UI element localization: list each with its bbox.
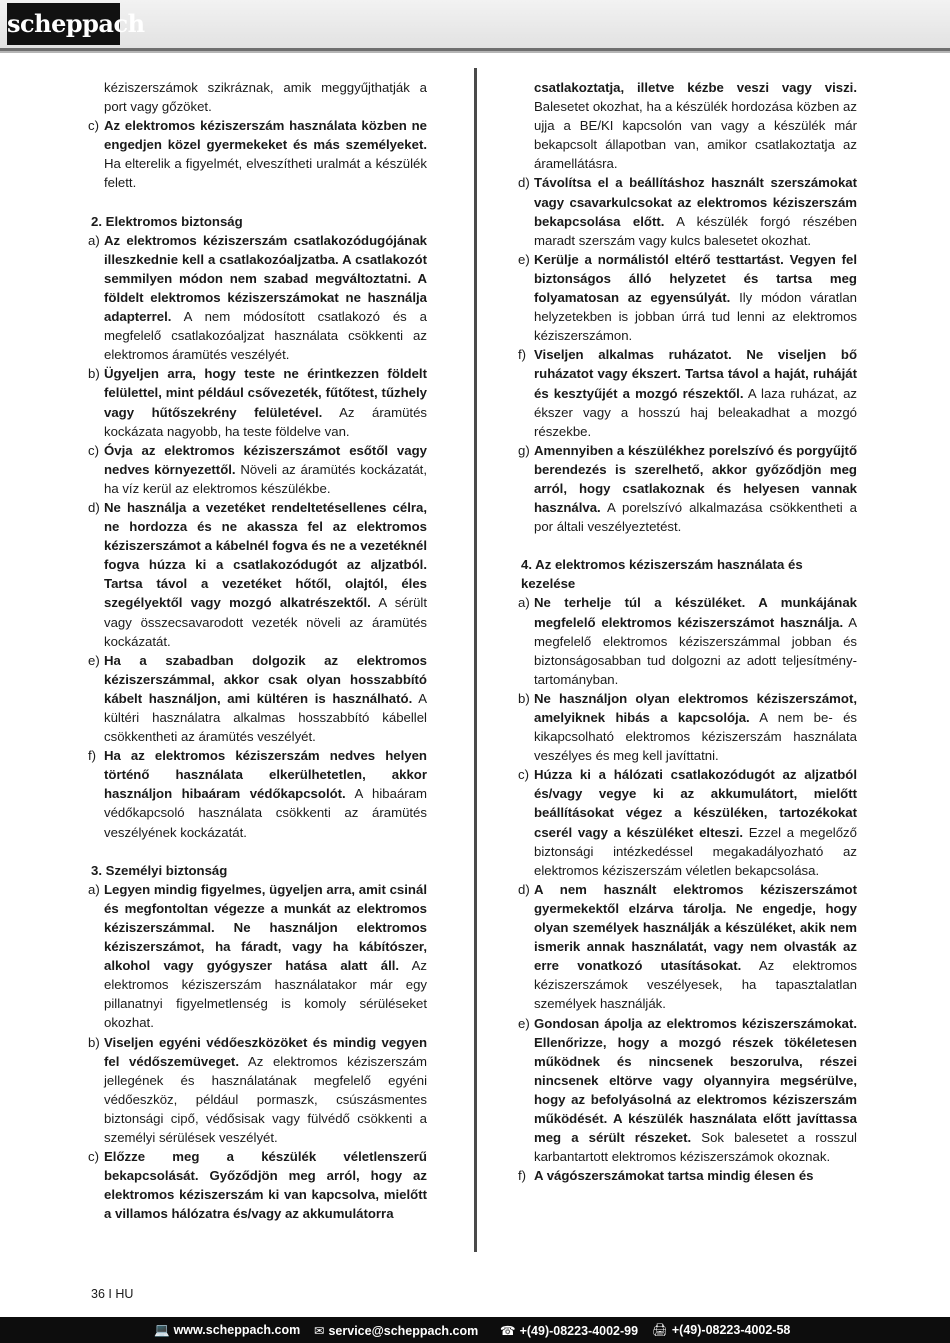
section-heading: 2. Elektromos biztonság: [91, 213, 243, 229]
section-heading: 4. Az elektromos kéziszerszám használata és kezelése: [521, 557, 803, 592]
item-instruction: Legyen mindig figyelmes, ügyeljen arra, amit csinál és megfontoltan végezze a munkát az elektromos kéziszerszámmal. Ne használjon elektromos kéziszerszámot, ha fáradt, vagy ha kábítószer, alkohol vagy gyógyszer hatása alatt áll.: [104, 881, 427, 974]
item-instruction: Előzze meg a készülék véletlenszerű bekapcsolását. Győződjön meg arról, hogy az elektromos kéziszerszám ki van kapcsolva, mielőtt a villamos hálózatra és/vagy az akkumulátorra: [104, 1149, 427, 1222]
item-explanation: Az elektromos kéziszerszámok veszélyesek, ha tapasztalatlan személyek használják.: [534, 958, 858, 1012]
item-explanation: Növeli az áramütés kockázatát, ha víz kerül az elektromos készülékbe.: [104, 461, 428, 496]
item-explanation: A hibaáram védőkapcsoló használata csökkenti az áramütés veszélyének kockázatát.: [104, 786, 427, 840]
scheppach-logo: scheppach: [7, 3, 120, 45]
item-instruction: csatlakoztatja, illetve kézbe veszi vagy viszi.: [534, 80, 857, 95]
footer-phone: [500, 1323, 638, 1338]
phone-number: +(49)-08223-4002-99: [519, 1324, 639, 1338]
item-instruction: A vágószerszámokat tartsa mindig élesen és: [534, 1168, 814, 1184]
list-item: [518, 1014, 857, 1167]
list-item: [88, 746, 427, 841]
list-item: [518, 689, 857, 765]
item-label: b): [88, 366, 100, 382]
item-explanation: Balesetet okozhat, ha a készülék hordozása közben az ujja a BE/KI kapcsolón van vagy a készülék már bekapcsolt állapotban van, amikor csatlakoztatja az áramellátásra.: [534, 99, 857, 172]
item-explanation: A készülék forgó részében maradt szerszám vagy kulcs balesetet okozhat.: [534, 213, 857, 248]
item-label: e): [518, 1015, 530, 1031]
item-instruction: Kerülje a normálistól eltérő testtartást. Vegyen fel biztonságos álló helyzetet és tartsa meg folyamatosan az egyensúlyát.: [534, 251, 857, 306]
phone-icon: ☎: [500, 1324, 516, 1338]
footer-email[interactable]: [314, 1323, 478, 1338]
item-instruction: Viseljen alkalmas ruházatot. Ne viseljen bő ruházatot vagy ékszert. Tartsa távol a haját, ruháját és kesztyűjét a mozgó részektől.: [534, 347, 857, 401]
list-item: [88, 498, 427, 651]
page-footer: [0, 1317, 950, 1343]
page-header: [0, 0, 950, 48]
item-instruction: Húzza ki a hálózati csatlakozódugót az aljzatból és/vagy vegye ki az akkumulátort, mielőtt beállításokat végez a készüléken, tartozékokat cserél vagy a készüléket elteszi.: [534, 767, 857, 840]
item-explanation: Az áramütés kockázata nagyobb, ha teste földelve van.: [104, 404, 427, 439]
item-explanation: A sérült vagy összecsavarodott vezeték növeli az áramütés kockázatát.: [104, 595, 427, 649]
item-instruction: A nem használt elektromos kéziszerszámot gyermekektől elzárva tárolja. Ne engedje, hogy olyan személyek használják a készüléket, akik nem ismerik annak használatát, vagy nem olvasták az erre vonatkozó utasításokat.: [534, 881, 857, 974]
list-item: [518, 173, 857, 249]
item-instruction: Amennyiben a készülékhez porelszívó és porgyűjtő berendezés is szerelhető, akkor győződjön meg arról, hogy csatlakoznak és helyesen vannak használva.: [534, 442, 857, 516]
item-explanation: Sok balesetet a rosszul karbantartott elektromos kéziszerszámok okoznak.: [534, 1130, 857, 1165]
list-item: [518, 880, 858, 1014]
header-rule-shadow: [0, 51, 950, 53]
item-explanation: A megfelelő elektromos kéziszerszámmal jobban és biztonságosabban tud dolgozni az adott teljesítmény-tartományban.: [534, 614, 857, 687]
list-item: [88, 116, 427, 192]
footer-fax: [652, 1323, 790, 1338]
item-explanation: A porelszívó alkalmazása csökkentheti a por általi veszélyeztetést.: [534, 500, 857, 535]
item-label: b): [518, 690, 530, 706]
item-explanation: Ily módon váratlan helyzetekben is jobban úrrá tud lenni az elektromos kéziszerszámon.: [534, 290, 857, 344]
list-item: [88, 880, 427, 1033]
continued-paragraph: [521, 78, 857, 173]
item-explanation: Ezzel a megelőző biztonsági intézkedéssel megakadályozható az elektromos kéziszerszám véletlen bekapcsolása.: [534, 824, 857, 878]
item-explanation: A laza ruházat, az ékszer vagy a hosszú haj beleakadhat a mozgó részekbe.: [534, 385, 858, 439]
website-link[interactable]: www.scheppach.com: [173, 1323, 301, 1337]
section-heading: 3. Személyi biztonság: [91, 862, 228, 878]
item-label: e): [518, 251, 530, 267]
item-label: a): [88, 232, 100, 248]
envelope-icon: ✉: [314, 1324, 325, 1338]
item-instruction: Ne terhelje túl a készüléket. A munkájának megfelelő elektromos kéziszerszámot használja.: [534, 595, 857, 630]
item-label: a): [518, 595, 530, 611]
item-instruction: Viseljen egyéni védőeszközöket és mindig vegyen fel védőszemüveget.: [104, 1034, 427, 1069]
right-column: [518, 78, 858, 1185]
item-instruction: Az elektromos kéziszerszám csatlakozódugójának illeszkednie kell a csatlakozóaljzatba. A csatlakozót semmilyen módon nem szabad megváltoztatni. A földelt elektromos kéziszerszámokat ne használja adapterrel.: [104, 232, 427, 325]
column-divider: [474, 68, 477, 1252]
item-explanation: A nem módosított csatlakozó és a megfelelő csatlakozóaljzat használata csökkenti az elektromos áramütés veszélyét.: [104, 309, 427, 363]
list-item: [518, 1166, 857, 1185]
list-item: [518, 441, 857, 536]
list-item: [88, 1147, 427, 1223]
item-instruction: Ne használjon olyan elektromos kéziszerszámot, amelyiknek hibás a kapcsolója.: [534, 690, 857, 725]
list-item: [88, 1033, 427, 1148]
page-number: 36 I HU: [91, 1287, 134, 1301]
item-instruction: Gondosan ápolja az elektromos kéziszerszámokat. Ellenőrizze, hogy a mozgó részek tökéletesen működnek és nincsenek beszorulva, részei nincsenek eltörve vagy olyannyira megsérülve, hogy az befolyásolná az elektromos kéziszerszám működését. A készülék használata előtt javíttassa meg a sérült részeket.: [534, 1015, 857, 1146]
item-label: f): [88, 748, 97, 764]
item-instruction: Az elektromos kéziszerszám használata közben ne engedjen közel gyermekeket és más személyeket.: [104, 118, 427, 153]
item-explanation: Az elektromos kéziszerszám használatakor már egy pillanatnyi figyelmetlenség is komoly sérüléseket okozhat.: [104, 958, 427, 1031]
list-item: [518, 345, 858, 440]
list-item: [518, 593, 857, 688]
monitor-icon: 💻: [154, 1323, 170, 1337]
item-instruction: Óvja az elektromos kéziszerszámot esőtől vagy nedves környezettől.: [104, 442, 427, 477]
item-label: c): [88, 1149, 99, 1165]
item-label: d): [88, 499, 100, 515]
item-label: c): [88, 118, 99, 134]
item-label: d): [518, 175, 530, 191]
item-label: b): [88, 1034, 100, 1050]
item-instruction: Ne használja a vezetéket rendeltetésellenes célra, ne hordozza és ne akassza fel az elektromos kéziszerszámot a kábelnél fogva és ne a vezetéknél fogva húzza ki a csatlakozódugót az aljzatból. Tartsa távol a vezetéket hőtől, olajtól, éles szegélyektől vagy mozgó alkatrészektől.: [104, 499, 427, 611]
item-explanation: Az elektromos kéziszerszám jellegének és használatának megfelelő egyéni védőeszköz, például pormaszk, csúszásmentes biztonsági cipő, védősisak vagy fülvédő csökkenti a személyi sérülések veszélyét.: [104, 1053, 427, 1145]
intro-paragraph: kéziszerszámok szikráznak, amik meggyűjthatják a port vagy gőzöket.: [104, 80, 427, 115]
item-label: f): [518, 1168, 527, 1184]
item-instruction: Ha a szabadban dolgozik az elektromos kéziszerszámmal, akkor csak olyan hosszabbító kábelt használjon, ami kültéren is használható.: [104, 652, 427, 706]
item-label: g): [518, 442, 530, 458]
item-instruction: Távolítsa el a beállításhoz használt szerszámokat vagy csavarkulcsokat az elektromos kéziszerszám bekapcsolása előtt.: [534, 175, 857, 229]
list-item: [88, 441, 428, 498]
email-link[interactable]: service@scheppach.com: [328, 1324, 479, 1338]
item-label: f): [518, 347, 527, 363]
fax-number: +(49)-08223-4002-58: [671, 1323, 791, 1337]
item-explanation: A nem be- és kikapcsolható elektromos kéziszerszám használata veszélyes és meg kell javíttatni.: [534, 710, 857, 764]
item-instruction: Ügyeljen arra, hogy teste ne érintkezzen földelt felülettel, mint például csővezeték, fűtőtest, tűzhely vagy hűtőszekrény felületével.: [104, 366, 427, 420]
left-column: [88, 78, 428, 1223]
footer-website[interactable]: [154, 1323, 300, 1338]
list-item: [88, 651, 428, 746]
item-explanation: Ha elterelik a figyelmét, elveszítheti uralmát a készülék felett.: [104, 156, 427, 191]
item-instruction: Ha az elektromos kéziszerszám nedves helyen történő használata elkerülhetetlen, akkor használjon hibaáram védőkapcsolót.: [104, 748, 427, 802]
list-item: [518, 765, 857, 880]
item-explanation: A kültéri használatra alkalmas hosszabbító kábellel csökkentheti az áramütés veszélyét.: [104, 690, 428, 745]
list-item: [518, 250, 857, 345]
fax-icon: 🖨: [652, 1323, 668, 1337]
item-label: e): [88, 652, 100, 668]
item-label: c): [88, 442, 99, 458]
item-label: d): [518, 881, 530, 897]
item-label: a): [88, 881, 100, 897]
list-item: [88, 364, 427, 440]
list-item: [88, 231, 427, 365]
item-label: c): [518, 767, 529, 783]
